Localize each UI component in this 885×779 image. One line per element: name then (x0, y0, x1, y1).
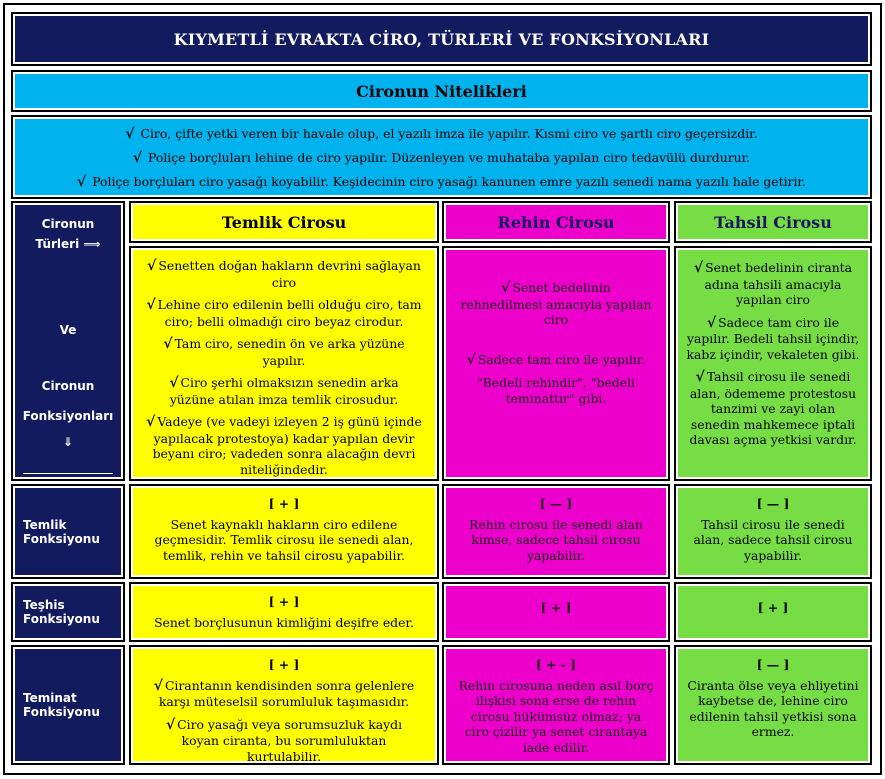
list-item: √ Senet bedelinin rehnedilmesi amacıyla yapılan ciro (460, 280, 652, 327)
list-item: √ Sadece tam ciro ile yapılır. Bedeli tahsil içindir, kabz içindir, vekaleten gibi. (686, 314, 860, 362)
teshis-function-temlik (131, 584, 437, 640)
temlik-header: Temlik Cirosu (131, 203, 437, 241)
teminat-function-temlik (131, 647, 437, 763)
left-line: Cironun (41, 217, 95, 231)
quality-item: √ Ciro, çifte yetki veren bir havale olup, el yazılı imza ile yapılır. Kısmi ciro ve şartlı ciro geçersizdir. (125, 126, 758, 142)
left-line: Cironun (41, 379, 95, 393)
list-item: √ Tam ciro, senedin ön ve arka yüzüne yapılır. (163, 336, 405, 368)
check-icon: √ (165, 716, 176, 733)
left-panel-types (13, 203, 123, 479)
check-icon: √ (147, 258, 157, 274)
tahsil-header: Tahsil Cirosu (676, 203, 870, 241)
check-icon: √ (695, 369, 705, 385)
sign-badge: [ — ] (756, 496, 790, 511)
check-icon: √ (706, 314, 717, 331)
quality-item: √ Poliçe borçluları lehine de ciro yapılır. Düzenleyen ve muhataba yapılan ciro tedavülü durdurur. (132, 150, 751, 166)
check-icon: √ (466, 351, 476, 368)
qualities-heading (13, 72, 870, 110)
quality-item: √ Poliçe borçluları ciro yasağı koyabilir. Keşidecinin ciro yasağı kanunen emre yazılı senedi nama yazılı hale getirir. (77, 174, 806, 190)
function-label-teminat: Teminat Fonksiyonu (13, 647, 123, 763)
page-title (13, 14, 870, 64)
list-item: √ Sadece tam ciro ile yapılır. (466, 351, 646, 368)
temlik-function-rehin (444, 486, 668, 577)
cell-text: Senet borçlusunun kimliğini deşifre eder. (154, 614, 414, 630)
check-icon: √ (169, 375, 179, 391)
sign-badge: [ + ] (757, 600, 789, 615)
sign-badge: [ + ] (268, 594, 300, 609)
cell-text: Rehin cirosu ile senedi alan kimse, sadece tahsil cirosu yapabilir. (469, 516, 643, 563)
teshis-function-rehin (444, 584, 668, 640)
list-item: √ Senetten doğan hakların devrini sağlayan ciro (147, 258, 421, 290)
teminat-function-rehin (444, 647, 668, 763)
cell-text: Ciranta ölse veya ehliyetini kaybetse de, lehine ciro edilenin tahsil yetkisi sona ermez. (687, 677, 859, 739)
temlik-description (131, 248, 437, 479)
list-item: √ Ciro yasağı veya sorumsuzluk kaydı koyan ciranta, bu sorumluluktan kurtulabilir. (165, 716, 403, 764)
function-label-temlik: Temlik Fonksiyonu (13, 486, 123, 577)
left-line: Ve (59, 323, 77, 337)
qualities-list (13, 117, 870, 197)
teminat-function-tahsil (676, 647, 870, 763)
list-item: √ Senet bedelinin ciranta adına tahsili amacıyla yapılan ciro (693, 260, 853, 307)
left-line: Fonksiyonları (22, 409, 114, 423)
check-icon: √ (163, 336, 173, 352)
cell-text: Tahsil cirosu ile senedi alan, sadece tahsil cirosu yapabilir. (693, 516, 853, 563)
sign-badge: [ — ] (539, 496, 573, 511)
check-icon: √ (146, 414, 156, 430)
qualities-heading-text: Cironun Nitelikleri (356, 81, 527, 101)
function-label-teshis: Teşhis Fonksiyonu (13, 584, 123, 640)
teshis-function-tahsil (676, 584, 870, 640)
list-item: √ Ciro şerhi olmaksızın senedin arka yüzüne atılan imza temlik cirosudur. (169, 375, 399, 407)
down-arrow-icon: ⇓ (62, 435, 74, 449)
check-icon: √ (693, 260, 704, 276)
check-icon: √ (125, 126, 135, 142)
list-item: √ Lehine ciro edilenin belli olduğu ciro, tam ciro; belli olmadığı ciro beyaz cirodur. (146, 297, 422, 329)
check-icon: √ (132, 150, 143, 166)
rehin-header: Rehin Cirosu (444, 203, 668, 241)
divider (23, 473, 113, 474)
temlik-function-tahsil (676, 486, 870, 577)
check-icon: √ (153, 677, 163, 694)
title-text: KIYMETLİ EVRAKTA CİRO, TÜRLERİ VE FONKSİYONLARI (173, 29, 710, 49)
left-line: Türleri ⟹ (35, 237, 101, 251)
cell-text: Rehin cirosuna neden asıl borç ilişkisi sona erse de rehin cirosu hükümsüz olmaz; ya ciro çizilir ya senet cirantaya iade edilir. (458, 677, 654, 755)
cell-text: Senet kaynaklı hakların ciro edilene geçmesidir. Temlik cirosu ile senedi alan, temlik, rehin ve tahsil cirosu yapabilir. (154, 516, 414, 563)
tahsil-description (676, 248, 870, 479)
check-icon: √ (501, 280, 511, 296)
check-icon: √ (77, 174, 87, 190)
sign-badge: [ — ] (756, 657, 790, 672)
temlik-function-temlik (131, 486, 437, 577)
rehin-note: "Bedeli rehindir", "bedeli teminattır" gibi. (477, 375, 635, 406)
sign-badge: [ + - ] (535, 657, 577, 672)
sign-badge: [ + ] (268, 496, 300, 511)
sign-badge: [ + ] (268, 657, 300, 672)
list-item: √ Tahsil cirosu ile senedi alan, ödememe protestosu tanzimi ve zayi olan senedin mahkemece iptali davası açma yetkisi vardır. (689, 369, 857, 447)
list-item: √ Vadeye (ve vadeyi izleyen 2 iş günü içinde yapılacak protestoya) kadar yapılan devir beyanı ciro; vadeden sonra alacağın devri niteliğindedir. (146, 414, 422, 477)
check-icon: √ (146, 297, 156, 313)
rehin-description (444, 248, 668, 479)
list-item: √ Cirantanın kendisinden sonra gelenlere karşı müteselsil sorumluluk taşımasıdır. (153, 677, 415, 709)
sign-badge: [ + ] (540, 600, 572, 615)
